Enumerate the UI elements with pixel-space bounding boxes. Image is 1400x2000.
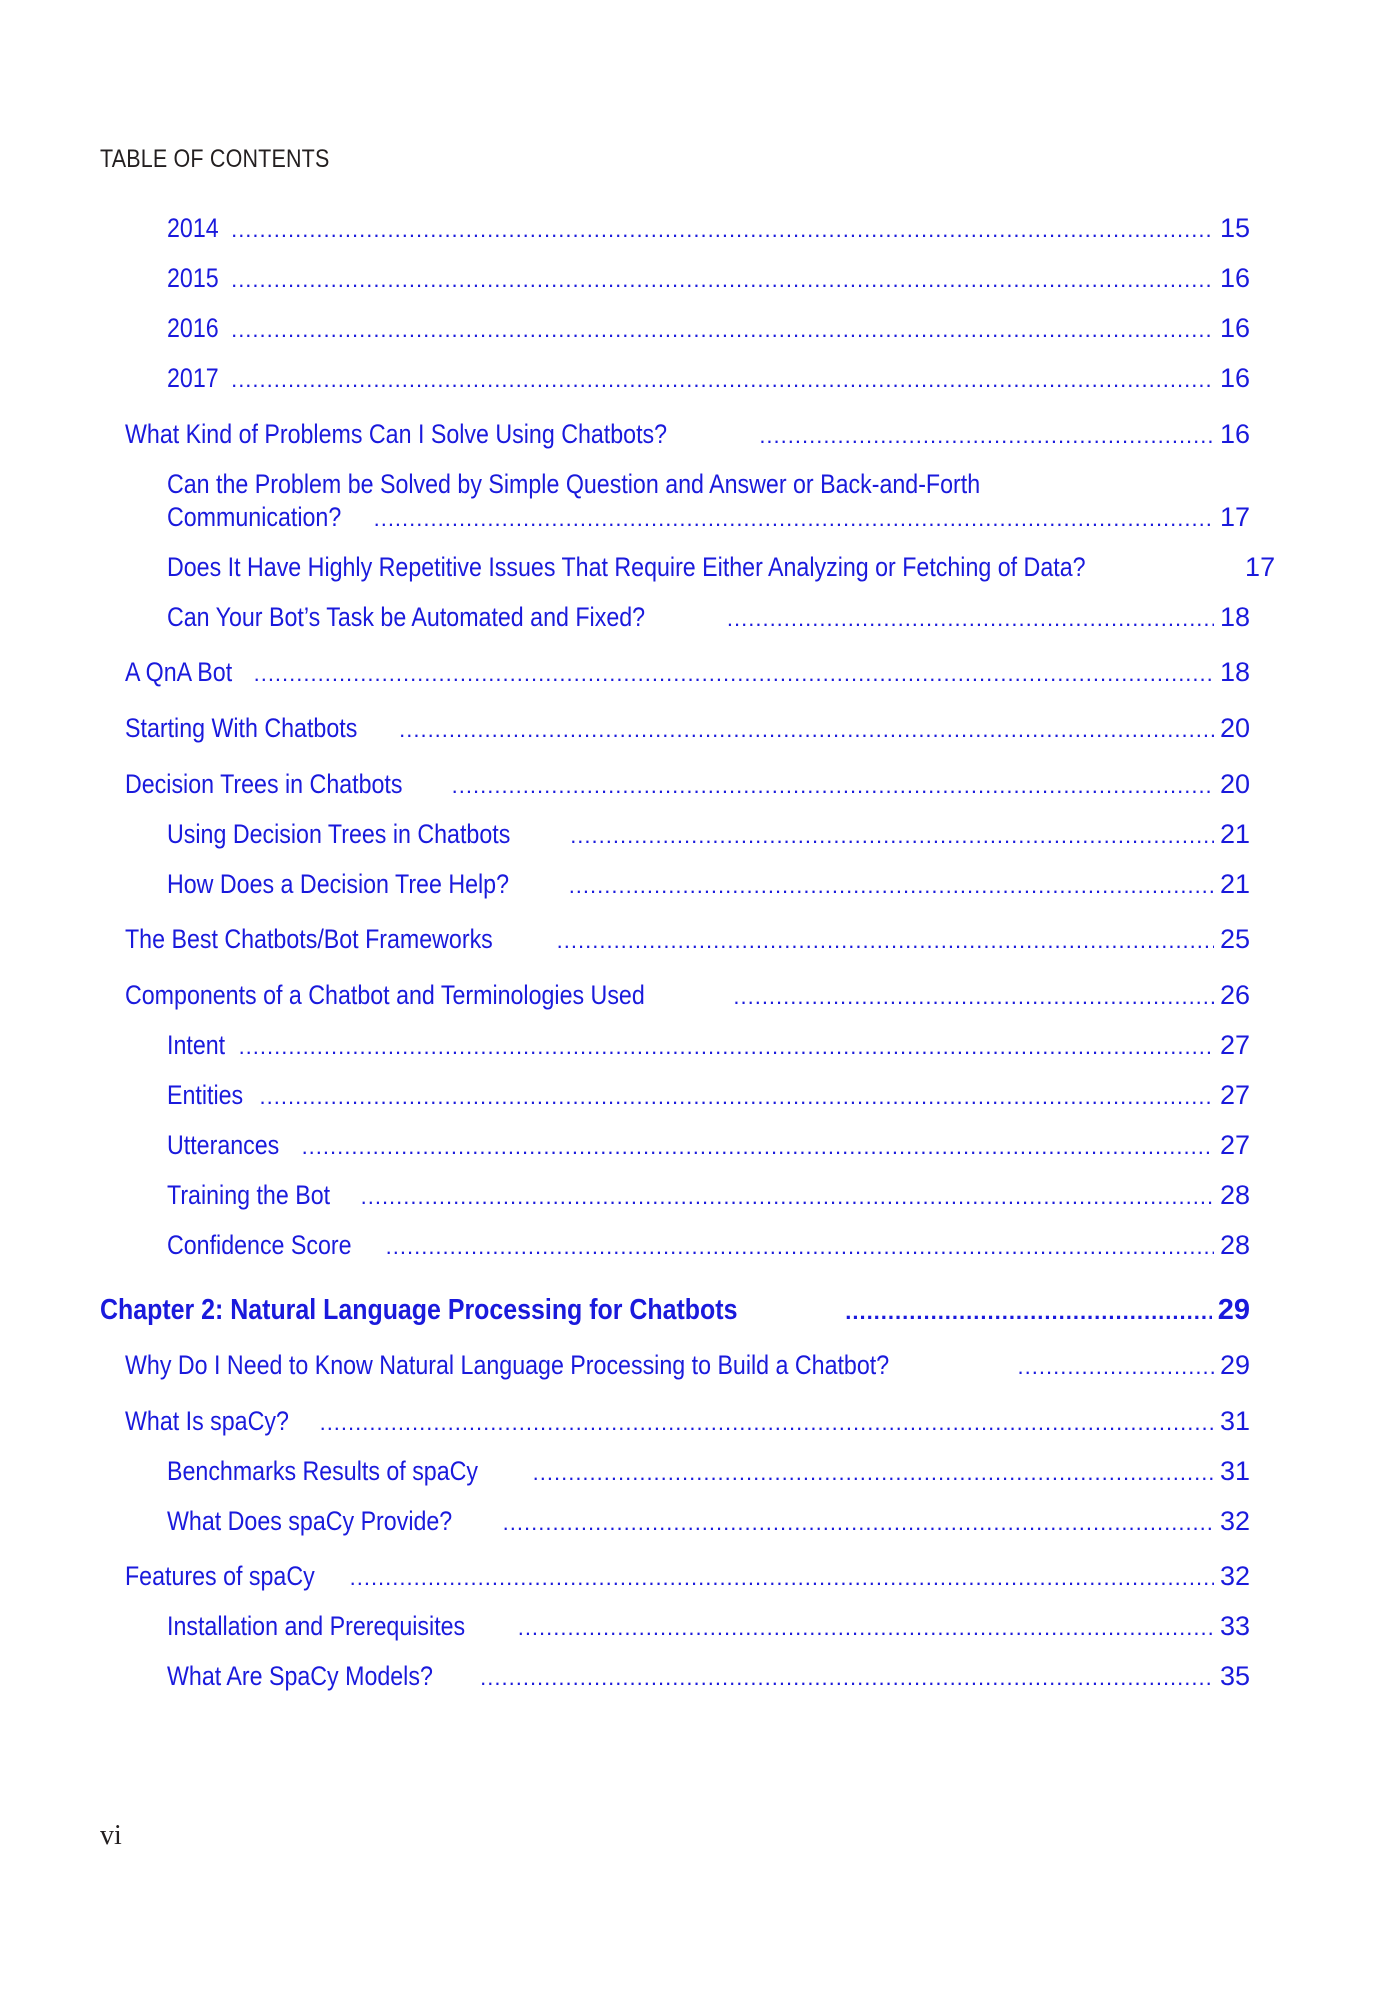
toc-entry-2015[interactable] (167, 262, 1250, 296)
toc-entry-spacy-models[interactable] (167, 1660, 1250, 1694)
toc-page-number: 32 (1219, 1506, 1250, 1536)
leader-dots (480, 1662, 1214, 1694)
toc-entry-problems-solved[interactable] (125, 418, 1250, 452)
toc-page-number: 31 (1219, 1406, 1250, 1436)
toc-entry-label: 2014 (167, 213, 219, 243)
leader-dots (570, 820, 1214, 852)
toc-entry-label: Features of spaCy (125, 1561, 315, 1591)
toc-page-number: 21 (1219, 869, 1250, 899)
toc-page-number: 28 (1219, 1180, 1250, 1210)
toc-page-number: 18 (1219, 602, 1250, 632)
toc-chapter-label: Chapter 2: Natural Language Processing for Chatbots (100, 1294, 738, 1326)
toc-page-number: 17 (1219, 502, 1250, 532)
leader-dots (361, 1181, 1214, 1213)
toc-page-number: 20 (1219, 713, 1250, 743)
leader-dots (733, 981, 1214, 1013)
toc-entry-label: Does It Have Highly Repetitive Issues That Require Either Analyzing or Fetching of Data? (167, 552, 1086, 582)
toc-entry-training-bot[interactable] (167, 1179, 1250, 1213)
toc-entry-qna-bot[interactable] (125, 656, 1250, 690)
toc-entry-label: Using Decision Trees in Chatbots (167, 819, 511, 849)
toc-entry-label: Decision Trees in Chatbots (125, 769, 403, 799)
toc-entry-intent[interactable] (167, 1029, 1250, 1063)
leader-dots (1018, 1351, 1214, 1383)
leader-dots (350, 1562, 1214, 1594)
toc-page-number: 25 (1219, 924, 1250, 954)
leader-dots (557, 925, 1214, 957)
leader-dots (231, 314, 1214, 346)
toc-entry-label: The Best Chatbots/Bot Frameworks (125, 924, 493, 954)
leader-dots (254, 658, 1214, 690)
toc-entry-label: Intent (167, 1030, 226, 1060)
leader-dots (302, 1131, 1214, 1163)
toc-entry-components[interactable] (125, 979, 1250, 1013)
toc-entry-using-decision-trees[interactable] (167, 818, 1250, 852)
toc-entry-label: What Is spaCy? (125, 1406, 289, 1436)
running-head: TABLE OF CONTENTS (100, 145, 330, 173)
leader-dots (231, 364, 1214, 396)
toc-entry-label: 2016 (167, 313, 219, 343)
toc-entry-label: How Does a Decision Tree Help? (167, 869, 510, 899)
leader-dots (452, 770, 1214, 802)
toc-entry-label: Entities (167, 1080, 244, 1110)
toc-page-number: 29 (1217, 1294, 1250, 1326)
leader-dots (374, 503, 1214, 535)
toc-entry-simple-qa[interactable] (167, 501, 1250, 535)
toc-page-number: 27 (1219, 1030, 1250, 1060)
toc-page-number: 27 (1219, 1080, 1250, 1110)
toc-page-number: 31 (1219, 1456, 1250, 1486)
toc-entry-label: Components of a Chatbot and Terminologies Used (125, 980, 645, 1010)
toc-page-number: 18 (1219, 657, 1250, 687)
toc-page-number: 20 (1219, 769, 1250, 799)
toc-entry-2016[interactable] (167, 312, 1250, 346)
toc-page-number: 15 (1219, 213, 1250, 243)
toc-entry-repetitive-issues[interactable] (167, 551, 1276, 585)
toc-entry-label: Installation and Prerequisites (167, 1611, 466, 1641)
toc-entry-2014[interactable] (167, 212, 1250, 246)
leader-dots (320, 1407, 1214, 1439)
toc-page-number: 26 (1219, 980, 1250, 1010)
toc-entry-label: Communication? (167, 502, 342, 532)
toc-page-number: 27 (1219, 1130, 1250, 1160)
toc-page-number: 16 (1219, 313, 1250, 343)
toc-entry-label: What Are SpaCy Models? (167, 1661, 433, 1691)
leader-dots (518, 1612, 1214, 1644)
toc-entry-spacy-provide[interactable] (167, 1505, 1250, 1539)
toc-entry-label: A QnA Bot (125, 657, 233, 687)
leader-dots (399, 714, 1214, 746)
toc-entry-decision-trees[interactable] (125, 768, 1250, 802)
toc-entry-chapter-2[interactable] (100, 1294, 1250, 1328)
leader-dots (727, 603, 1214, 635)
toc-entry-label: 2015 (167, 263, 219, 293)
toc-page-number: 35 (1219, 1661, 1250, 1691)
leader-dots (231, 264, 1214, 296)
toc-entry-label: 2017 (167, 363, 219, 393)
toc-page-number: 29 (1219, 1350, 1250, 1380)
toc-entry-label: Utterances (167, 1130, 280, 1160)
toc-entry-confidence-score[interactable] (167, 1229, 1250, 1263)
toc-entry-label: Training the Bot (167, 1180, 331, 1210)
leader-dots (239, 1031, 1214, 1063)
toc-entry-starting-chatbots[interactable] (125, 712, 1250, 746)
leader-dots (759, 420, 1214, 452)
leader-dots (503, 1507, 1214, 1539)
toc-entry-label-line1[interactable]: Can the Problem be Solved by Simple Question and Answer or Back-and-Forth (167, 469, 981, 499)
toc-entry-benchmarks[interactable] (167, 1455, 1250, 1489)
leader-dots (386, 1231, 1214, 1263)
leader-dots (260, 1081, 1214, 1113)
toc-entry-label: Confidence Score (167, 1230, 352, 1260)
toc-entry-installation[interactable] (167, 1610, 1250, 1644)
toc-page-number: 33 (1219, 1611, 1250, 1641)
toc-entry-2017[interactable] (167, 362, 1250, 396)
toc-entry-features-spacy[interactable] (125, 1560, 1250, 1594)
toc-page-number: 16 (1219, 363, 1250, 393)
leader-dots (845, 1296, 1212, 1328)
toc-entry-label: Why Do I Need to Know Natural Language Processing to Build a Chatbot? (125, 1350, 890, 1380)
toc-entry-utterances[interactable] (167, 1129, 1250, 1163)
toc-page-number: 17 (1245, 552, 1276, 582)
toc-entry-decision-tree-help[interactable] (167, 868, 1250, 902)
toc-entry-label: Starting With Chatbots (125, 713, 358, 743)
toc-entry-what-is-spacy[interactable] (125, 1405, 1250, 1439)
toc-entry-label: What Does spaCy Provide? (167, 1506, 453, 1536)
leader-dots (569, 870, 1214, 902)
leader-dots (231, 214, 1214, 246)
toc-entry-automated-fixed[interactable] (167, 601, 1250, 635)
toc-entry-label: Can Your Bot’s Task be Automated and Fixed? (167, 602, 646, 632)
toc-page-number: 21 (1219, 819, 1250, 849)
toc-entry-label: What Kind of Problems Can I Solve Using Chatbots? (125, 419, 668, 449)
toc-page-number: 16 (1219, 419, 1250, 449)
toc-entry-why-nlp[interactable] (125, 1349, 1250, 1383)
leader-dots (533, 1457, 1214, 1489)
toc-entry-best-frameworks[interactable] (125, 923, 1250, 957)
toc-entry-entities[interactable] (167, 1079, 1250, 1113)
toc-page-number: 16 (1219, 263, 1250, 293)
toc-entry-label: Benchmarks Results of spaCy (167, 1456, 479, 1486)
toc-page-number: 28 (1219, 1230, 1250, 1260)
page-folio: vi (100, 1820, 122, 1851)
toc-page-number: 32 (1219, 1561, 1250, 1591)
